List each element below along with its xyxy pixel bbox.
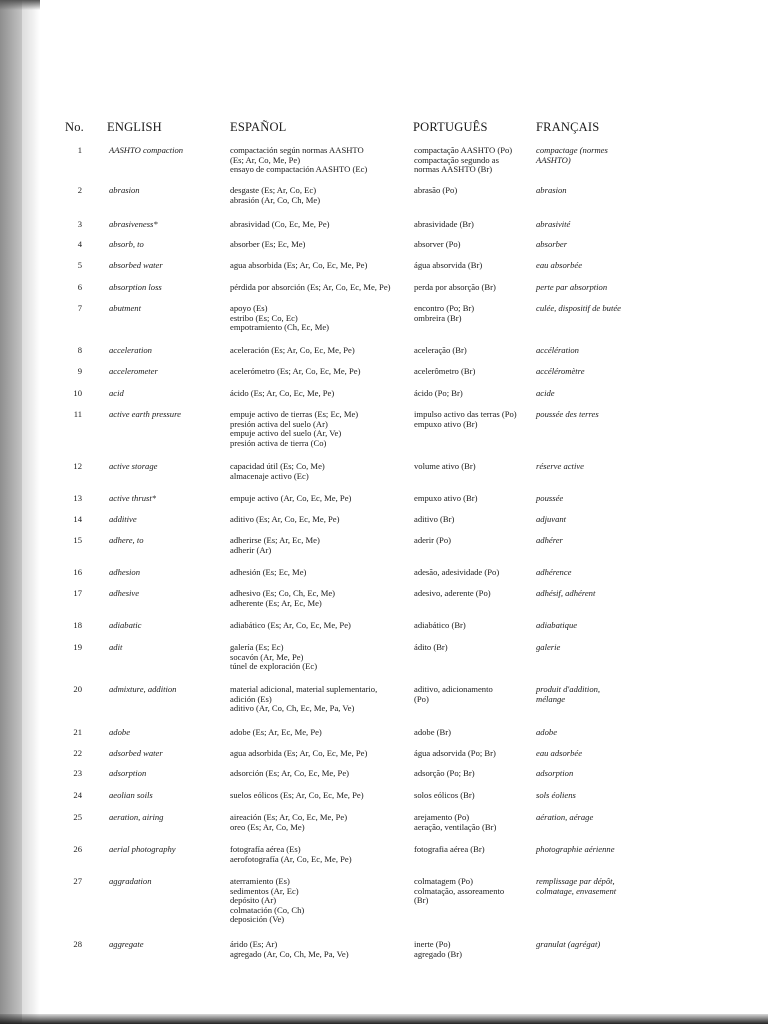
portuguese-term xyxy=(414,346,532,356)
english-term xyxy=(109,494,227,504)
french-term xyxy=(536,494,646,504)
french-term xyxy=(536,813,646,823)
french-term-line: perte par absorption xyxy=(536,282,608,292)
portuguese-term xyxy=(414,877,532,906)
french-term-line: mélange xyxy=(536,693,566,704)
english-term-line: abutment xyxy=(109,303,141,313)
portuguese-term xyxy=(414,494,532,504)
french-term xyxy=(536,728,646,738)
french-term-line: accéléromètre xyxy=(536,366,585,376)
entry-number: 26 xyxy=(73,844,82,854)
spanish-term-line: capacidad útil (Es; Co, Me) xyxy=(230,461,325,471)
french-term-line: granulat (agrégat) xyxy=(536,939,601,949)
entry-number: 15 xyxy=(73,535,82,545)
portuguese-term-line: (Br) xyxy=(414,895,429,906)
french-term-line: adhésif, adhérent xyxy=(536,588,596,598)
portuguese-term xyxy=(414,589,532,599)
spanish-term xyxy=(230,877,412,925)
portuguese-term xyxy=(414,240,532,250)
french-term xyxy=(536,791,646,801)
portuguese-term-line: água absorvida (Br) xyxy=(414,260,483,270)
spanish-term xyxy=(230,220,412,230)
spanish-term xyxy=(230,536,412,555)
portuguese-term xyxy=(414,220,532,230)
english-term-line: aeolian soils xyxy=(109,790,153,800)
french-term-line: produit d'addition, xyxy=(536,684,601,694)
portuguese-term-line: adesivo, aderente (Po) xyxy=(414,588,491,598)
english-term xyxy=(109,536,227,546)
french-term xyxy=(536,220,646,230)
spanish-term-line: material adicional, material suplementario, xyxy=(230,684,378,694)
spanish-term-line: estribo (Es; Co, Ec) xyxy=(230,312,298,323)
spanish-term-line: compactación según normas AASHTO xyxy=(230,145,364,155)
english-term-line: adit xyxy=(109,642,123,652)
entry-number: 7 xyxy=(77,303,82,313)
portuguese-term xyxy=(414,621,532,631)
spanish-term xyxy=(230,515,412,525)
spanish-term xyxy=(230,261,412,271)
portuguese-term xyxy=(414,304,532,323)
french-term xyxy=(536,389,646,399)
english-term xyxy=(109,515,227,525)
english-term xyxy=(109,389,227,399)
entry-number: 21 xyxy=(73,727,82,737)
spanish-term-line: aditivo (Ar, Co, Ch, Ec, Me, Pa, Ve) xyxy=(230,703,355,714)
english-term xyxy=(109,685,227,695)
portuguese-term xyxy=(414,749,532,759)
entry-number: 5 xyxy=(77,260,82,270)
spanish-term-line: desgaste (Es; Ar, Co, Ec) xyxy=(230,185,317,195)
french-term xyxy=(536,346,646,356)
spanish-term-line: aireación (Es; Ar, Co, Ec, Me, Pe) xyxy=(230,812,348,822)
french-term-line: colmatage, envasement xyxy=(536,885,617,896)
french-term xyxy=(536,749,646,759)
spanish-term xyxy=(230,389,412,399)
portuguese-term xyxy=(414,536,532,546)
portuguese-term-line: adobe (Br) xyxy=(414,727,451,737)
portuguese-term-line: adesão, adesividade (Po) xyxy=(414,567,500,577)
portuguese-term-line: compactação AASHTO (Po) xyxy=(414,145,513,155)
spanish-term xyxy=(230,621,412,631)
spanish-term-line: agregado (Ar, Co, Ch, Me, Pa, Ve) xyxy=(230,948,349,959)
english-term-line: AASHTO compaction xyxy=(109,145,184,155)
french-term-line: réserve active xyxy=(536,461,584,471)
spanish-term-line: adición (Es) xyxy=(230,693,272,704)
portuguese-term-line: acelerômetro (Br) xyxy=(414,366,476,376)
portuguese-term-line: abrasividade (Br) xyxy=(414,219,474,229)
portuguese-term xyxy=(414,813,532,832)
header-francais: FRANÇAIS xyxy=(536,120,600,134)
spanish-term-line: adhesión (Es; Ec, Me) xyxy=(230,567,307,577)
english-term xyxy=(109,462,227,472)
english-term-line: absorbed water xyxy=(109,260,163,270)
entry-number: 23 xyxy=(73,768,82,778)
header-portugues: PORTUGUÊS xyxy=(413,120,488,134)
spanish-term xyxy=(230,410,412,448)
english-term xyxy=(109,146,227,156)
portuguese-term xyxy=(414,845,532,855)
french-term xyxy=(536,685,646,704)
spanish-term-line: árido (Es; Ar) xyxy=(230,939,278,949)
entry-number: 25 xyxy=(73,812,82,822)
entry-number: 1 xyxy=(77,145,82,155)
portuguese-term xyxy=(414,515,532,525)
spanish-term-line: ácido (Es; Ar, Co, Ec, Me, Pe) xyxy=(230,388,335,398)
spanish-term-line: aceleración (Es; Ar, Co, Ec, Me, Pe) xyxy=(230,345,355,355)
english-term-line: adobe xyxy=(109,727,131,737)
spanish-term-line: aditivo (Es; Ar, Co, Ec, Me, Pe) xyxy=(230,514,340,524)
entry-number: 9 xyxy=(77,366,82,376)
portuguese-term-line: adiabático (Br) xyxy=(414,620,466,630)
entry-number: 27 xyxy=(73,876,82,886)
french-term xyxy=(536,877,646,896)
spanish-term-line: aerofotografía (Ar, Co, Ec, Me, Pe) xyxy=(230,853,352,864)
portuguese-term xyxy=(414,940,532,959)
french-term-line: aération, aérage xyxy=(536,812,594,822)
french-term-line: abrasion xyxy=(536,185,567,195)
portuguese-term xyxy=(414,410,532,429)
spanish-term-line: presión activa del suelo (Ar) xyxy=(230,418,328,429)
portuguese-term xyxy=(414,769,532,779)
french-term-line: photographie aérienne xyxy=(536,844,615,854)
portuguese-term xyxy=(414,261,532,271)
portuguese-term xyxy=(414,389,532,399)
french-term-line: remplissage par dépôt, xyxy=(536,876,615,886)
english-term xyxy=(109,568,227,578)
english-term xyxy=(109,845,227,855)
spanish-term xyxy=(230,494,412,504)
english-term xyxy=(109,240,227,250)
portuguese-term-line: colmatação, assoreamento xyxy=(414,885,505,896)
portuguese-term-line: empuxo ativo (Br) xyxy=(414,493,478,503)
spanish-term xyxy=(230,589,412,608)
portuguese-term xyxy=(414,283,532,293)
french-term-line: adhérence xyxy=(536,567,572,577)
entry-number: 16 xyxy=(73,567,82,577)
portuguese-term-line: água adsorvida (Po; Br) xyxy=(414,748,496,758)
spanish-term-line: sedimentos (Ar, Ec) xyxy=(230,885,299,896)
spanish-term-line: deposición (Ve) xyxy=(230,914,285,925)
portuguese-term-line: ombreira (Br) xyxy=(414,312,462,323)
spanish-term xyxy=(230,240,412,250)
spanish-term xyxy=(230,791,412,801)
english-term xyxy=(109,304,227,314)
spanish-term-line: abrasión (Ar, Co, Ch, Me) xyxy=(230,194,321,205)
english-term xyxy=(109,940,227,950)
french-term-line: adjuvant xyxy=(536,514,567,524)
french-term-line: eau absorbée xyxy=(536,260,583,270)
english-term xyxy=(109,186,227,196)
english-term-line: aggradation xyxy=(109,876,152,886)
entry-number: 3 xyxy=(77,219,82,229)
portuguese-term-line: impulso activo das terras (Po) xyxy=(414,409,517,419)
spanish-term-line: ensayo de compactación AASHTO (Ec) xyxy=(230,164,368,175)
spanish-term xyxy=(230,813,412,832)
portuguese-term-line: normas AASHTO (Br) xyxy=(414,164,493,175)
entry-number: 28 xyxy=(73,939,82,949)
portuguese-term-line: arejamento (Po) xyxy=(414,812,470,822)
french-term xyxy=(536,304,646,314)
entry-number: 6 xyxy=(77,282,82,292)
portuguese-term-line: aceleração (Br) xyxy=(414,345,467,355)
spanish-term-line: fotografía aérea (Es) xyxy=(230,844,301,854)
spanish-term-line: adiabático (Es; Ar, Co, Ec, Me, Pe) xyxy=(230,620,351,630)
spanish-term-line: oreo (Es; Ar, Co, Me) xyxy=(230,821,305,832)
portuguese-term-line: aditivo (Br) xyxy=(414,514,455,524)
portuguese-term-line: fotografia aérea (Br) xyxy=(414,844,485,854)
spanish-term xyxy=(230,769,412,779)
entry-number: 17 xyxy=(73,588,82,598)
portuguese-term-line: agregado (Br) xyxy=(414,948,462,959)
spanish-term-line: presión activa de tierra (Co) xyxy=(230,437,327,448)
portuguese-term xyxy=(414,568,532,578)
portuguese-term-line: aeração, ventilação (Br) xyxy=(414,821,497,832)
french-term xyxy=(536,410,646,420)
spanish-term xyxy=(230,845,412,864)
english-term xyxy=(109,643,227,653)
spanish-term-line: apoyo (Es) xyxy=(230,303,268,313)
entry-number: 10 xyxy=(73,388,82,398)
spanish-term-line: almacenaje activo (Ec) xyxy=(230,470,309,481)
spanish-term-line: galería (Es; Ec) xyxy=(230,642,284,652)
spanish-term-line: empuje activo (Ar, Co, Ec, Me, Pe) xyxy=(230,493,352,503)
entry-number: 24 xyxy=(73,790,82,800)
french-term xyxy=(536,568,646,578)
english-term-line: adiabatic xyxy=(109,620,142,630)
spanish-term-line: abrasividad (Co, Ec, Me, Pe) xyxy=(230,219,330,229)
french-term xyxy=(536,643,646,653)
english-term-line: abrasiveness* xyxy=(109,219,158,229)
french-term-line: absorber xyxy=(536,239,568,249)
french-term xyxy=(536,186,646,196)
spanish-term-line: túnel de exploración (Ec) xyxy=(230,661,318,672)
entry-number: 8 xyxy=(77,345,82,355)
english-term xyxy=(109,283,227,293)
entry-number: 13 xyxy=(73,493,82,503)
entry-number: 12 xyxy=(73,461,82,471)
french-term-line: adobe xyxy=(536,727,558,737)
portuguese-term-line: absorver (Po) xyxy=(414,239,461,249)
french-term-line: compactage (normes xyxy=(536,145,608,155)
spanish-term xyxy=(230,186,412,205)
english-term xyxy=(109,749,227,759)
spanish-term-line: pérdida por absorción (Es; Ar, Co, Ec, Me, Pe) xyxy=(230,282,391,292)
spanish-term xyxy=(230,568,412,578)
spanish-term-line: adobe (Es; Ar, Ec, Me, Pe) xyxy=(230,727,322,737)
entry-number: 11 xyxy=(73,409,82,419)
english-term-line: acceleration xyxy=(109,345,152,355)
corner-shadow xyxy=(0,0,40,10)
spanish-term xyxy=(230,462,412,481)
portuguese-term-line: colmatagem (Po) xyxy=(414,876,473,886)
portuguese-term-line: encontro (Po; Br) xyxy=(414,303,475,313)
spanish-term xyxy=(230,346,412,356)
portuguese-term-line: ádito (Br) xyxy=(414,642,448,652)
spanish-term-line: agua adsorbida (Es; Ar, Co, Ec, Me, Pe) xyxy=(230,748,368,758)
spanish-term-line: adsorción (Es; Ar, Co, Ec, Me, Pe) xyxy=(230,768,349,778)
spanish-term-line: empuje activo del suelo (Ar, Ve) xyxy=(230,428,342,439)
portuguese-term-line: (Po) xyxy=(414,693,429,704)
portuguese-term-line: compactação segundo as xyxy=(414,154,499,165)
page-bottom-edge xyxy=(0,1014,768,1024)
english-term-line: adhesive xyxy=(109,588,140,598)
english-term-line: absorption loss xyxy=(109,282,162,292)
french-term xyxy=(536,940,646,950)
spanish-term-line: suelos eólicos (Es; Ar, Co, Ec, Me, Pe) xyxy=(230,790,364,800)
english-term xyxy=(109,367,227,377)
header-english: ENGLISH xyxy=(107,120,162,134)
english-term-line: active storage xyxy=(109,461,158,471)
english-term-line: accelerometer xyxy=(109,366,158,376)
portuguese-term xyxy=(414,728,532,738)
english-term-line: admixture, addition xyxy=(109,684,177,694)
spanish-term-line: adherente (Es; Ar, Ec, Me) xyxy=(230,597,322,608)
spanish-term-line: depósito (Ar) xyxy=(230,895,277,906)
english-term-line: adhere, to xyxy=(109,535,144,545)
spanish-term-line: colmatación (Co, Ch) xyxy=(230,904,305,915)
book-gutter xyxy=(0,0,22,1024)
spanish-term xyxy=(230,940,412,959)
english-term-line: active earth pressure xyxy=(109,409,181,419)
french-term-line: culée, dispositif de butée xyxy=(536,303,621,313)
french-term-line: poussée xyxy=(536,493,564,503)
spanish-term xyxy=(230,367,412,377)
spanish-term xyxy=(230,283,412,293)
entry-number: 19 xyxy=(73,642,82,652)
french-term xyxy=(536,283,646,293)
spanish-term xyxy=(230,685,412,714)
french-term xyxy=(536,515,646,525)
english-term-line: active thrust* xyxy=(109,493,157,503)
english-term-line: acid xyxy=(109,388,124,398)
portuguese-term-line: abrasão (Po) xyxy=(414,185,458,195)
french-term xyxy=(536,462,646,472)
french-term-line: acide xyxy=(536,388,555,398)
french-term-line: abrasivité xyxy=(536,219,571,229)
french-term-line: accélération xyxy=(536,345,579,355)
spanish-term xyxy=(230,728,412,738)
spanish-term-line: agua absorbida (Es; Ar, Co, Ec, Me, Pe) xyxy=(230,260,368,270)
english-term xyxy=(109,791,227,801)
french-term-line: poussée des terres xyxy=(536,409,599,419)
spanish-term-line: (Es; Ar, Co, Me, Pe) xyxy=(230,154,301,165)
english-term xyxy=(109,410,227,420)
english-term-line: absorb, to xyxy=(109,239,144,249)
english-term-line: aggregate xyxy=(109,939,144,949)
header-espanol: ESPAÑOL xyxy=(230,120,287,134)
french-term xyxy=(536,845,646,855)
entry-number: 20 xyxy=(73,684,82,694)
french-term-line: sols éoliens xyxy=(536,790,576,800)
portuguese-term xyxy=(414,791,532,801)
table-header xyxy=(0,120,768,140)
spanish-term xyxy=(230,304,412,333)
english-term-line: aerial photography xyxy=(109,844,176,854)
french-term xyxy=(536,536,646,546)
english-term xyxy=(109,728,227,738)
entry-number: 18 xyxy=(73,620,82,630)
spanish-term-line: adhesivo (Es; Co, Ch, Ec, Me) xyxy=(230,588,336,598)
spanish-term-line: aterramiento (Es) xyxy=(230,876,290,886)
entry-number: 14 xyxy=(73,514,82,524)
english-term-line: additive xyxy=(109,514,137,524)
french-term xyxy=(536,621,646,631)
french-term xyxy=(536,261,646,271)
portuguese-term-line: adsorção (Po; Br) xyxy=(414,768,475,778)
english-term-line: adhesion xyxy=(109,567,141,577)
portuguese-term-line: inerte (Po) xyxy=(414,939,451,949)
portuguese-term xyxy=(414,186,532,196)
portuguese-term xyxy=(414,146,532,175)
english-term xyxy=(109,621,227,631)
spanish-term-line: empotramiento (Ch, Ec, Me) xyxy=(230,322,330,333)
portuguese-term-line: solos eólicos (Br) xyxy=(414,790,475,800)
portuguese-term-line: perda por absorção (Br) xyxy=(414,282,496,292)
spanish-term xyxy=(230,643,412,672)
entry-number: 22 xyxy=(73,748,82,758)
header-no: No. xyxy=(65,120,85,134)
french-term xyxy=(536,146,646,165)
spanish-term-line: absorber (Es; Ec, Me) xyxy=(230,239,306,249)
french-term-line: adhérer xyxy=(536,535,563,545)
portuguese-term xyxy=(414,685,532,704)
english-term-line: adsorbed water xyxy=(109,748,163,758)
spanish-term xyxy=(230,749,412,759)
french-term-line: adsorption xyxy=(536,768,574,778)
portuguese-term xyxy=(414,367,532,377)
portuguese-term-line: volume ativo (Br) xyxy=(414,461,476,471)
spanish-term-line: adherirse (Es; Ar, Ec, Me) xyxy=(230,535,320,545)
spanish-term-line: empuje activo de tierras (Es; Ec, Me) xyxy=(230,409,359,419)
english-term-line: adsorption xyxy=(109,768,147,778)
spanish-term-line: acelerómetro (Es; Ar, Co, Ec, Me, Pe) xyxy=(230,366,361,376)
portuguese-term-line: aderir (Po) xyxy=(414,535,451,545)
french-term xyxy=(536,367,646,377)
english-term xyxy=(109,813,227,823)
french-term-line: adiabatique xyxy=(536,620,578,630)
french-term-line: galerie xyxy=(536,642,561,652)
portuguese-term-line: aditivo, adicionamento xyxy=(414,684,493,694)
portuguese-term xyxy=(414,643,532,653)
french-term xyxy=(536,589,646,599)
spanish-term-line: adherir (Ar) xyxy=(230,544,272,555)
french-term-line: AASHTO) xyxy=(536,154,571,165)
english-term-line: aeration, airing xyxy=(109,812,164,822)
spanish-term xyxy=(230,146,412,175)
entry-number: 2 xyxy=(77,185,82,195)
portuguese-term-line: ácido (Po; Br) xyxy=(414,388,463,398)
french-term xyxy=(536,769,646,779)
entry-number: 4 xyxy=(77,239,82,249)
english-term xyxy=(109,220,227,230)
french-term xyxy=(536,240,646,250)
english-term xyxy=(109,261,227,271)
portuguese-term xyxy=(414,462,532,472)
portuguese-term-line: empuxo ativo (Br) xyxy=(414,418,478,429)
spanish-term-line: socavón (Ar, Me, Pe) xyxy=(230,651,304,662)
english-term xyxy=(109,769,227,779)
english-term-line: abrasion xyxy=(109,185,140,195)
english-term xyxy=(109,877,227,887)
english-term xyxy=(109,346,227,356)
french-term-line: eau adsorbée xyxy=(536,748,583,758)
english-term xyxy=(109,589,227,599)
